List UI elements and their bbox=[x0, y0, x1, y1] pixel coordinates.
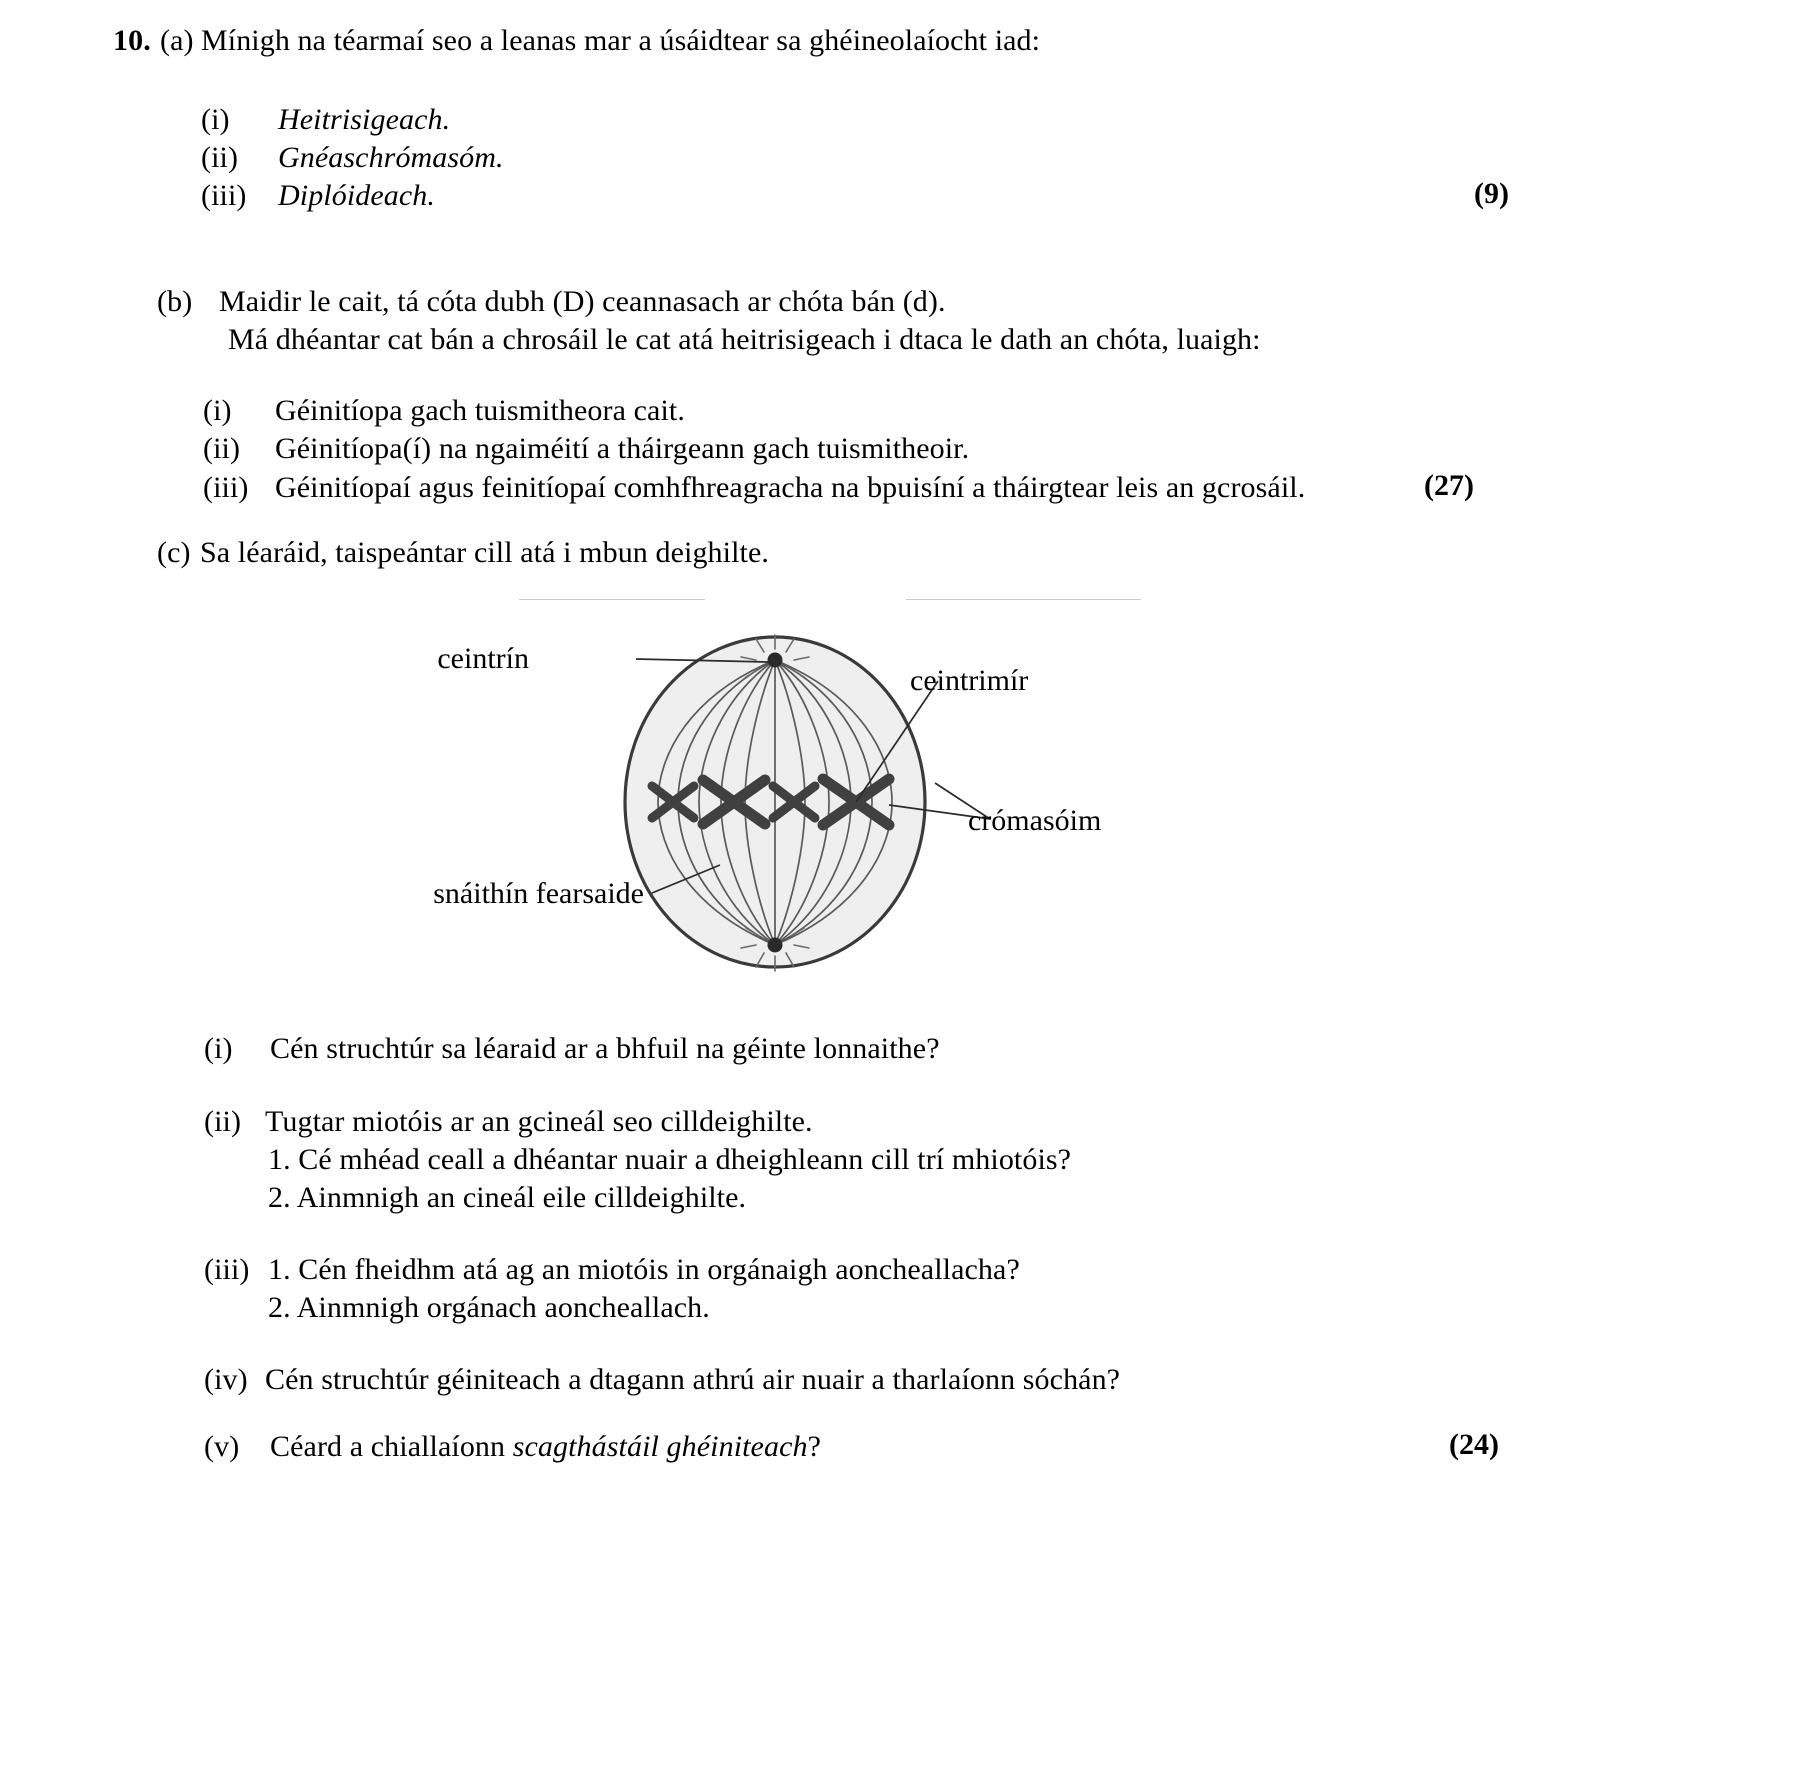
part-b-item-i-text: Géinitíopa gach tuismitheora cait. bbox=[275, 394, 685, 427]
part-b-item-iii-roman: (iii) bbox=[203, 471, 249, 504]
part-c-item-ii-sub-1: 1. Cé mhéad ceall a dhéantar nuair a dheighleann cill trí mhiotóis? bbox=[268, 1143, 1072, 1176]
part-c-item-ii-sub-2: 2. Ainmnigh an cineál eile cilldeighilte. bbox=[268, 1181, 747, 1214]
question-number: 10. bbox=[113, 24, 151, 57]
part-c-item-iii-sub-1: 1. Cén fheidhm atá ag an miotóis in orgánaigh aoncheallacha? bbox=[268, 1253, 1020, 1286]
figure-label-cromasoim: crómasóim bbox=[968, 804, 1102, 837]
part-b-stem-line-1: Maidir le cait, tá cóta dubh (D) ceannasach ar chóta bán (d). bbox=[219, 285, 946, 318]
part-c-item-v-text-after: ? bbox=[807, 1430, 822, 1463]
part-a-marks: (9) bbox=[1474, 177, 1509, 210]
part-c-item-v-text-before: Céard a chiallaíonn bbox=[270, 1430, 513, 1463]
part-a-item-ii-term: Gnéaschrómasóm. bbox=[278, 141, 504, 174]
part-a-item-i-roman: (i) bbox=[201, 103, 230, 136]
part-c-item-iv-text: Cén struchtúr géiniteach a dtagann athrú air nuair a tharlaíonn sóchán? bbox=[265, 1363, 1121, 1396]
part-b-item-i-roman: (i) bbox=[203, 394, 232, 427]
part-b-item-iii-text: Géinitíopaí agus feinitíopaí comhfhreagracha na bpuisíní a tháirgtear leis an gcrosáil. bbox=[275, 471, 1306, 504]
part-c-item-i-text: Cén struchtúr sa léaraid ar a bhfuil na géinte lonnaithe? bbox=[270, 1032, 940, 1065]
dividing-cell-figure bbox=[390, 615, 1130, 980]
figure-label-ceintrimir: ceintrimír bbox=[910, 664, 1029, 697]
part-c-item-iii-sub-2: 2. Ainmnigh orgánach aoncheallach. bbox=[268, 1291, 710, 1324]
part-a-item-iii-roman: (iii) bbox=[201, 179, 247, 212]
part-b-stem-line-2: Má dhéantar cat bán a chrosáil le cat atá heitrisigeach i dtaca le dath an chóta, luaigh: bbox=[228, 323, 1261, 356]
part-c-marks: (24) bbox=[1449, 1428, 1499, 1461]
part-c-item-v-text-italic: scagthástáil ghéiniteach bbox=[512, 1430, 808, 1463]
part-c-item-i-roman: (i) bbox=[204, 1032, 233, 1065]
part-c-label: (c) bbox=[157, 536, 191, 569]
part-a-item-iii-term: Diplóideach. bbox=[278, 179, 436, 212]
part-b-item-ii-roman: (ii) bbox=[203, 432, 241, 465]
part-c-item-v-text bbox=[270, 1428, 821, 1466]
part-c-item-ii-roman: (ii) bbox=[204, 1105, 242, 1138]
part-b-label: (b) bbox=[157, 285, 193, 318]
part-b-marks: (27) bbox=[1424, 469, 1474, 502]
part-a-item-i-term: Heitrisigeach. bbox=[278, 103, 451, 136]
figure-label-snaithin-fearsaide: snáithín fearsaide bbox=[433, 877, 644, 910]
figure-label-ceintrin: ceintrín bbox=[437, 642, 529, 675]
part-c-item-iii-roman: (iii) bbox=[204, 1253, 250, 1286]
part-c-item-iv-roman: (iv) bbox=[204, 1363, 248, 1396]
part-a-stem: Mínigh na téarmaí seo a leanas mar a úsáidtear sa ghéineolaíocht iad: bbox=[201, 24, 1041, 57]
part-c-stem: Sa léaráid, taispeántar cill atá i mbun deighilte. bbox=[200, 536, 769, 569]
part-a-label: (a) bbox=[160, 24, 194, 57]
part-c-item-v-roman: (v) bbox=[204, 1430, 240, 1463]
part-c-item-ii-text: Tugtar miotóis ar an gcineál seo cilldeighilte. bbox=[265, 1105, 813, 1138]
scan-artifact-rule-right bbox=[906, 599, 1141, 600]
part-b-item-ii-text: Géinitíopa(í) na ngaiméití a tháirgeann gach tuismitheoir. bbox=[275, 432, 970, 465]
part-a-item-ii-roman: (ii) bbox=[201, 141, 239, 174]
scan-artifact-rule-left bbox=[519, 599, 705, 600]
